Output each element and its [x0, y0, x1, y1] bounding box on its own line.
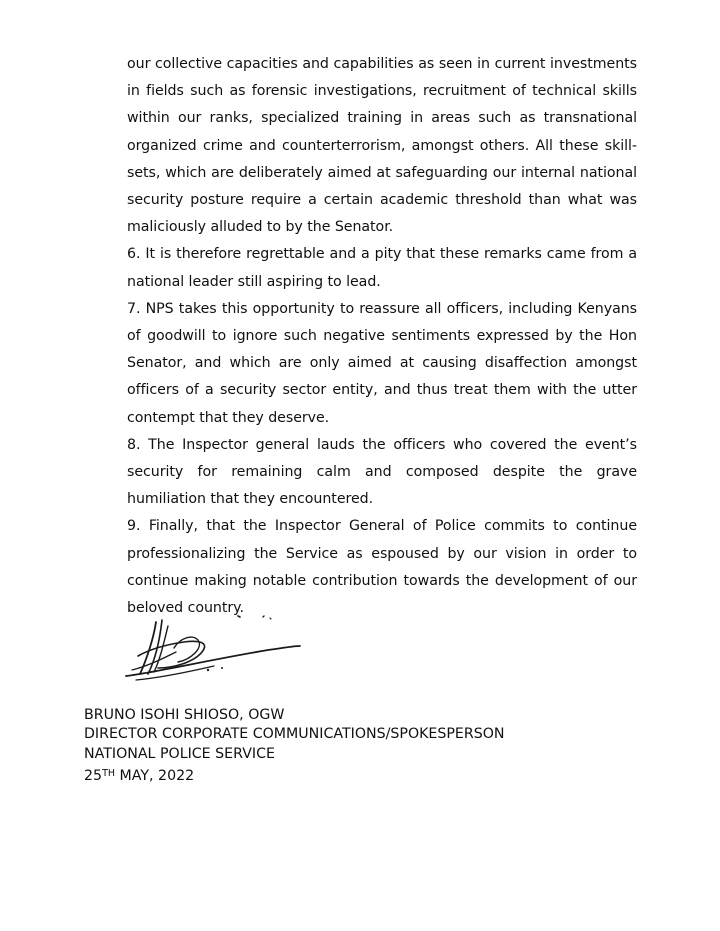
paragraph-continuation: our collective capacities and capabilities as seen in current investments in fields such as forensic investigations, recruitment of technical skills within our ranks, specialized training in areas such as transnational organized crime and counterterrorism, amongst others. All these skill-sets, which are deliberately aimed at safeguarding our internal national security posture require a certain academic threshold than what was maliciously alluded to by the Senator.	[127, 56, 637, 236]
paragraph-6: 6. It is therefore regrettable and a pity that these remarks came from a national leader still aspiring to lead.	[127, 246, 637, 290]
date-day: 25	[84, 768, 103, 785]
paragraph-8: 8. The Inspector general lauds the officers who covered the event’s security for remaining calm and composed despite the grave humiliation that they encountered.	[127, 436, 637, 508]
paragraph-7: 7. NPS takes this opportunity to reassure all officers, including Kenyans of goodwill to ignore such negative sentiments expressed by the Hon Senator, and which are only aimed at causing disaffection amongst officers of a security sector entity, and thus treat them with the utter contempt that they deserve.	[127, 300, 637, 426]
date-rest: MAY, 2022	[115, 768, 195, 785]
paragraph-9: 9. Finally, that the Inspector General of Police commits to continue professionalizing the Service as espoused by our vision in order to continue making notable contribution towards the development of our beloved country.	[127, 518, 637, 617]
date-suffix: TH	[102, 768, 116, 780]
press-statement-body	[127, 51, 637, 622]
signatory-organization: NATIONAL POLICE SERVICE	[84, 745, 275, 762]
signatory-name: BRUNO ISOHI SHIOSO, OGW	[84, 707, 285, 723]
signatory-title: DIRECTOR CORPORATE COMMUNICATIONS/SPOKESPERSON	[84, 726, 505, 743]
signature-icon	[118, 608, 308, 688]
signatory-block	[84, 706, 505, 787]
statement-date	[84, 764, 505, 786]
